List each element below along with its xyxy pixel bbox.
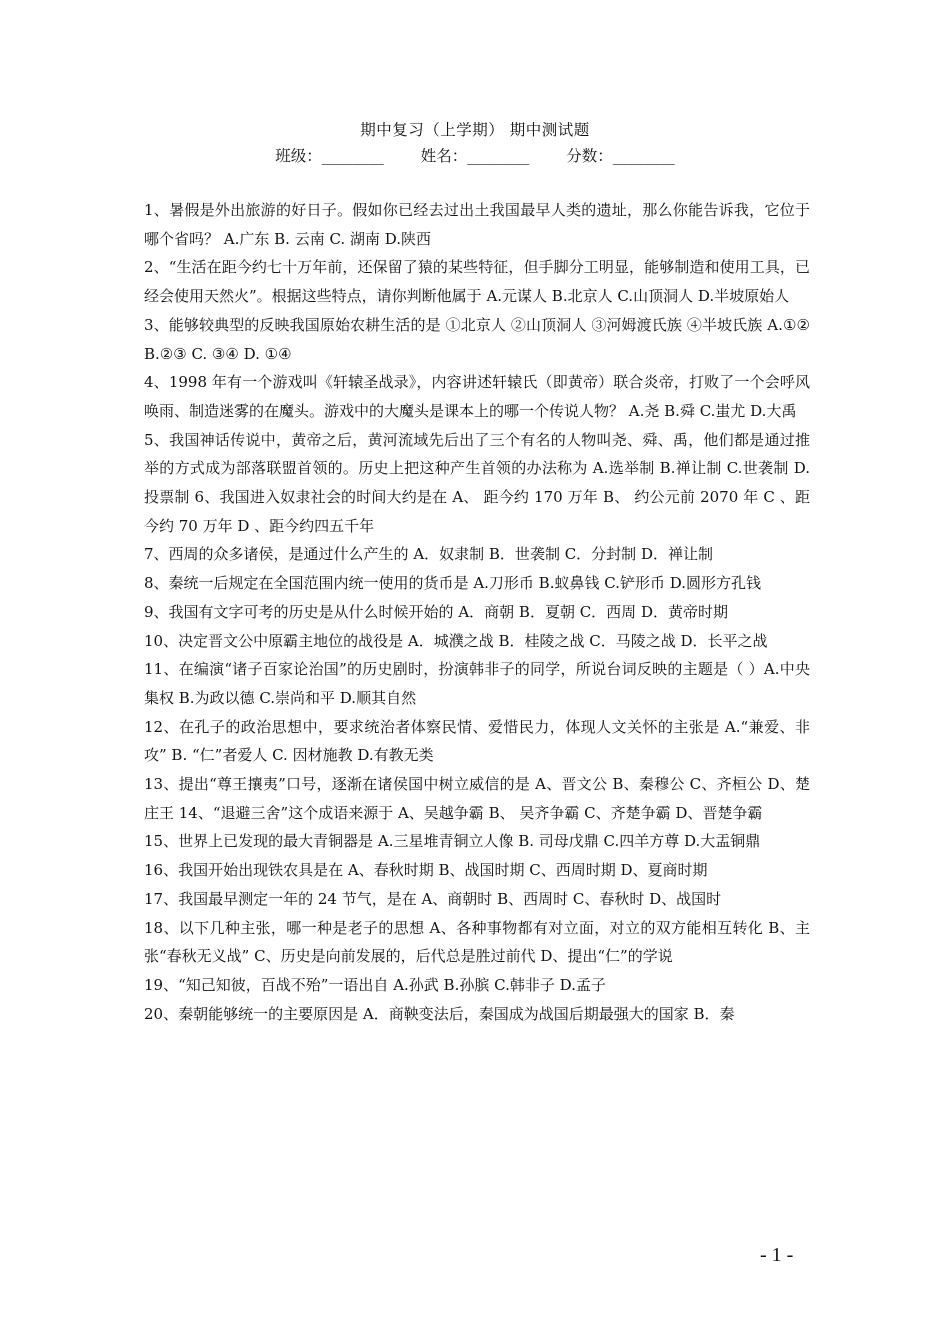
question-item: 2、“生活在距今约七十万年前，还保留了猿的某些特征，但手脚分工明显，能够制造和使用工具，已经会使用天然火”。根据这些特点，请你判断他属于 A.元谋人 B.北京人 C.山顶洞人 D.半坡原始人 [144, 258, 810, 306]
question-item: 16、我国开始出现铁农具是在 A、春秋时期 B、战国时期 C、西周时期 D、夏商时期 [144, 861, 708, 880]
question-item: 10、决定晋文公中原霸主地位的战役是 A．城濮之战 B．桂陵之战 C．马陵之战 D．长平之战 [144, 631, 768, 650]
question-item: 20、秦朝能够统一的主要原因是 A．商鞅变法后，秦国成为战国后期最强大的国家 B．秦 [144, 1004, 735, 1023]
name-field: 姓名：________ [420, 147, 530, 165]
question-item: 9、我国有文字可考的历史是从什么时候开始的 A．商朝 B．夏朝 C．西周 D．黄帝时期 [144, 602, 728, 621]
question-item: 15、世界上已发现的最大青铜器是 A.三星堆青铜立人像 B. 司母戊鼎 C.四羊方尊 D.大盂铜鼎 [144, 832, 761, 851]
student-info-fields [0, 144, 950, 166]
class-field: 班级：________ [275, 147, 384, 165]
question-item: 18、以下几种主张，哪一种是老子的思想 A、各种事物都有对立面，对立的双方能相互转化 B、主张“春秋无义战” C、历史是向前发展的，后代总是胜过前代 D、提出“仁”的学说 [144, 918, 810, 966]
question-item: 1、暑假是外出旅游的好日子。假如你已经去过出土我国最早人类的遗址，那么你能告诉我，它位于哪个省吗？ A.广东 B. 云南 C. 湖南 D.陕西 [144, 201, 810, 248]
question-item: 5、我国神话传说中，黄帝之后，黄河流域先后出了三个有名的人物叫尧、舜、禹，他们都是通过推举的方式成为部落联盟首领的。历史上把这种产生首领的办法称为 A.选举制 B.禅让制 C.世袭制 D. 投票制 6、我国进入奴隶社会的时间大约是在 A、 距今约 170 万年 B、 约公元前 2070 年 C 、距今约 70 万年 D 、距今约四五千年 [144, 430, 810, 535]
question-item: 4、1998 年有一个游戏叫《轩辕圣战录》，内容讲述轩辕氏（即黄帝）联合炎帝，打败了一个会呼风唤雨、制造迷雾的在魔头。游戏中的大魔头是课本上的哪一个传说人物？ A.尧 B.舜 C.蚩尤 D.大禹 [144, 373, 810, 420]
question-item: 19、“知己知彼，百战不殆”一语出自 A.孙武 B.孙膑 C.韩非子 D.孟子 [144, 975, 606, 994]
question-item: 11、在编演“诸子百家论治国”的历史剧时，扮演韩非子的同学，所说台词反映的主题是（ ）A.中央集权 B.为政以德 C.崇尚和平 D.顺其自然 [144, 660, 810, 707]
question-item: 7、西周的众多诸侯，是通过什么产生的 A．奴隶制 B．世袭制 C．分封制 D．禅让制 [144, 545, 713, 564]
exam-title: 期中复习（上学期） 期中测试题 [360, 121, 590, 139]
question-item: 3、能够较典型的反映我国原始农耕生活的是 ①北京人 ②山顶洞人 ③河姆渡氏族 ④半坡氏族 A.①② B.②③ C. ③④ D. ①④ [144, 315, 810, 363]
question-item: 12、在孔子的政治思想中，要求统治者体察民情、爱惜民力，体现人文关怀的主张是 A.“兼爱、非攻” B. “仁”者爱人 C. 因材施教 D.有教无类 [144, 717, 810, 765]
question-item: 13、提出“尊王攘夷”口号，逐渐在诸侯国中树立威信的是 A、晋文公 B、秦穆公 C、齐桓公 D、楚庄王 14、“退避三舍”这个成语来源于 A、吴越争霸 B、 吴齐争霸 C、齐楚争霸 D、晋楚争霸 [144, 775, 810, 822]
question-item: 17、我国最早测定一年的 24 节气，是在 A、商朝时 B、西周时 C、春秋时 D、战国时 [144, 889, 722, 908]
question-item: 8、秦统一后规定在全国范围内统一使用的货币是 A.刀形币 B.蚁鼻钱 C.铲形币 D.圆形方孔钱 [144, 574, 761, 593]
question-list [144, 196, 810, 1028]
page-number: - 1 - [760, 1244, 794, 1266]
score-field: 分数：________ [566, 147, 675, 165]
